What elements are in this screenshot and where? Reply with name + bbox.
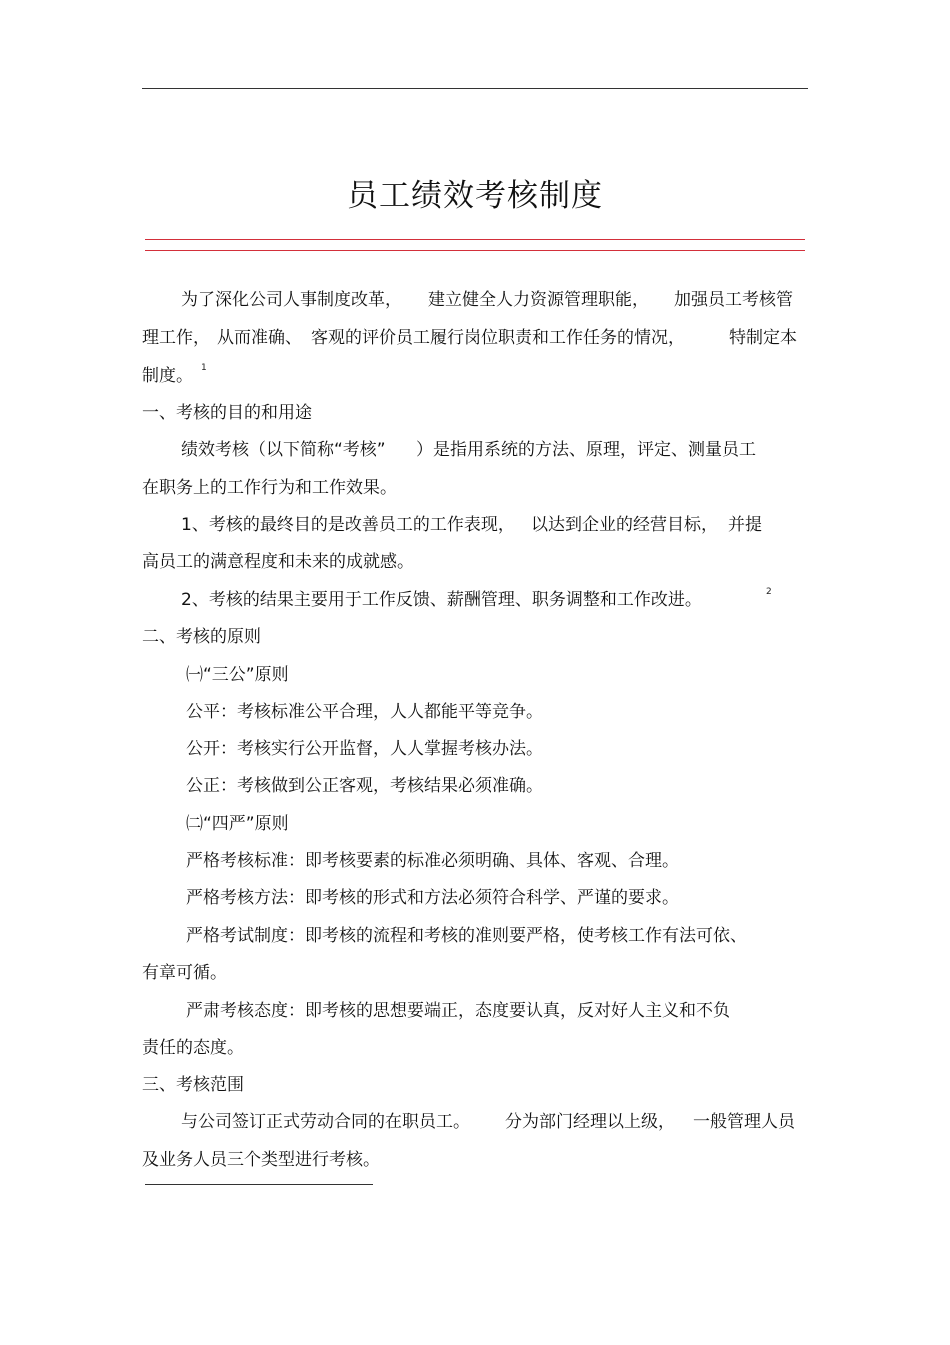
header-rule: [142, 88, 808, 89]
intro-line-1a: 为了深化公司人事制度改革，: [181, 290, 402, 310]
intro-line-2d: 特制定本: [729, 328, 797, 348]
section-3-p2: 及业务人员三个类型进行考核。: [142, 1150, 380, 1170]
section-1-heading: 一、考核的目的和用途: [142, 403, 312, 423]
section-1-item-1d: 高员工的满意程度和未来的成就感。: [142, 552, 414, 572]
document-title: 员工绩效考核制度: [347, 178, 603, 214]
section-1-item-1a: 1、考核的最终目的是改善员工的工作表现，: [181, 515, 515, 535]
strict-attitude-line-2: 责任的态度。: [142, 1038, 244, 1058]
section-2-sub-1: ㈠“三公”原则: [186, 665, 289, 685]
footnote-marker-1: 1: [201, 363, 207, 373]
section-1-item-1b: 以达到企业的经营目标，: [531, 515, 718, 535]
section-1-item-1c: 并提: [728, 515, 762, 535]
strict-system-line-2: 有章可循。: [142, 963, 227, 983]
strict-system-line-1: 严格考试制度：即考核的流程和考核的准则要严格，使考核工作有法可依、: [186, 926, 747, 946]
footnote-separator: [145, 1184, 373, 1185]
intro-line-3: 制度。: [142, 366, 193, 386]
intro-line-2c: 客观的评价员工履行岗位职责和工作任务的情况，: [311, 328, 685, 348]
footnote-marker-2: 2: [766, 587, 772, 597]
section-2-heading: 二、考核的原则: [142, 627, 261, 647]
strict-method: 严格考核方法：即考核的形式和方法必须符合科学、严谨的要求。: [186, 888, 679, 908]
title-rule-lower: [145, 250, 805, 251]
intro-line-2b: 从而准确、: [217, 328, 302, 348]
strict-attitude-line-1: 严肃考核态度：即考核的思想要端正，态度要认真，反对好人主义和不负: [186, 1001, 730, 1021]
section-1-item-2: 2、考核的结果主要用于工作反馈、薪酬管理、职务调整和工作改进。: [181, 590, 702, 610]
section-3-heading: 三、考核范围: [142, 1075, 244, 1095]
principle-just: 公正：考核做到公正客观，考核结果必须准确。: [186, 776, 543, 796]
principle-fair: 公平：考核标准公平合理，人人都能平等竞争。: [186, 702, 543, 722]
intro-line-1c: 加强员工考核管: [674, 290, 793, 310]
principle-open: 公开：考核实行公开监督，人人掌握考核办法。: [186, 739, 543, 759]
section-1-p1a: 绩效考核（以下简称“考核”: [181, 440, 386, 460]
strict-standard: 严格考核标准：即考核要素的标准必须明确、具体、客观、合理。: [186, 851, 679, 871]
title-rule-upper: [145, 239, 805, 240]
section-2-sub-2: ㈡“四严”原则: [186, 814, 289, 834]
intro-line-2a: 理工作，: [142, 328, 210, 348]
section-3-p1b: 分为部门经理以上级，: [505, 1112, 675, 1132]
intro-line-1b: 建立健全人力资源管理职能，: [428, 290, 649, 310]
section-1-p1c: 在职务上的工作行为和工作效果。: [142, 478, 397, 498]
section-1-p1b: ）是指用系统的方法、原理，评定、测量员工: [416, 440, 756, 460]
section-3-p1c: 一般管理人员: [693, 1112, 795, 1132]
section-3-p1a: 与公司签订正式劳动合同的在职员工。: [181, 1112, 470, 1132]
